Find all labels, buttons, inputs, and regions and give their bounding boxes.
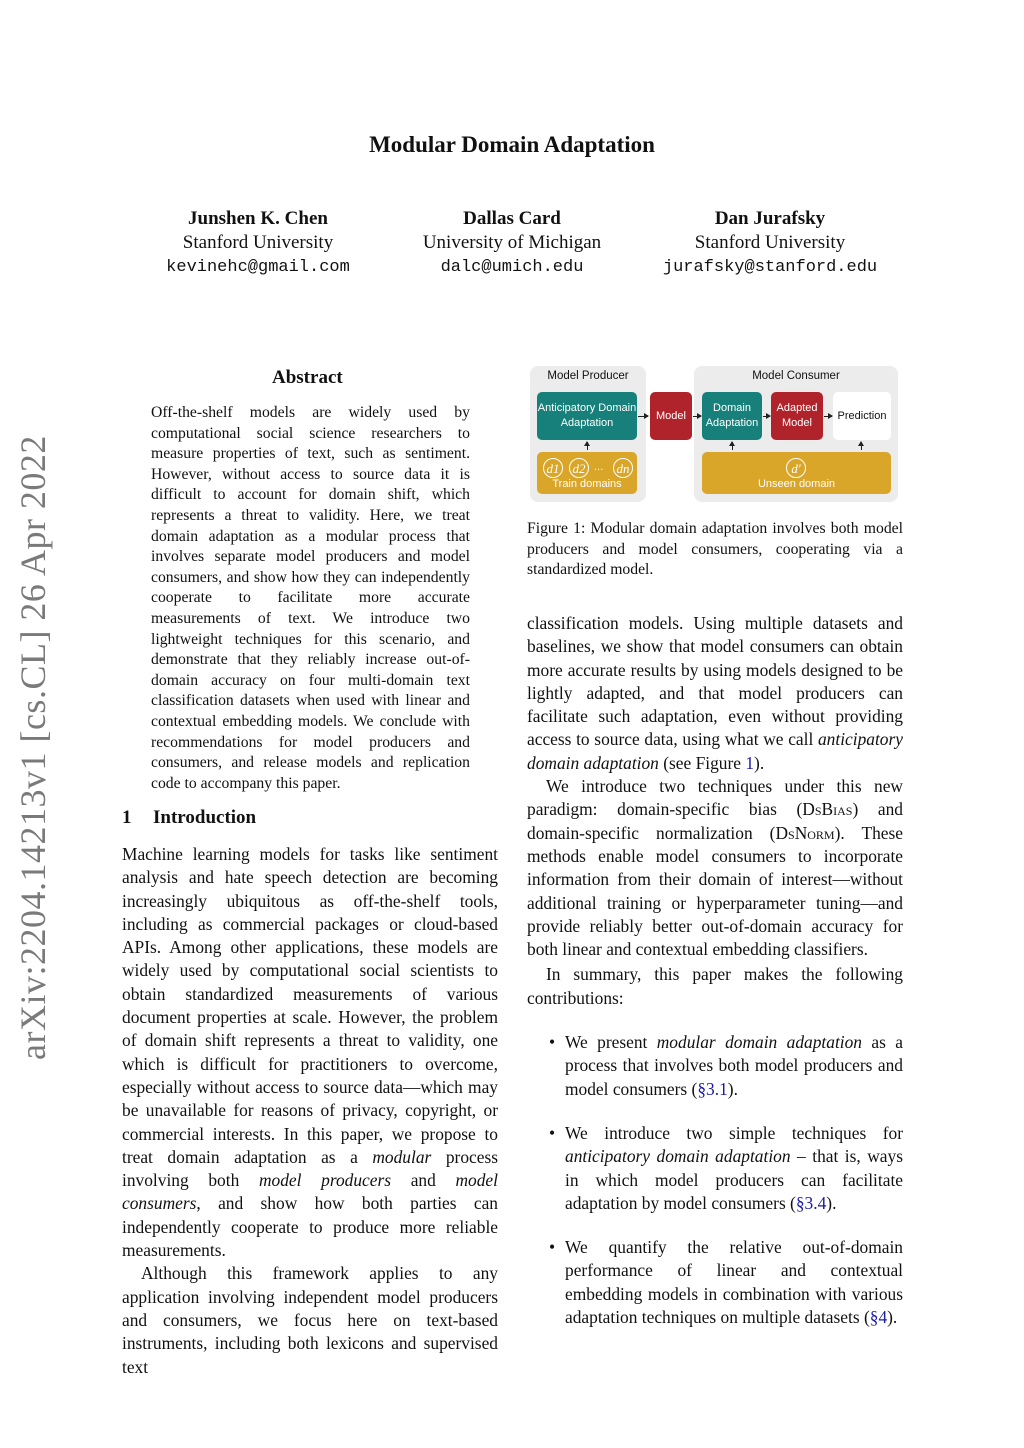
author-email: kevinehc@gmail.com: [166, 258, 350, 277]
arrow: [638, 416, 648, 417]
adapted-model-box: Adapted Model: [771, 392, 823, 440]
figure-link[interactable]: 1: [745, 752, 755, 773]
domain-d2: d2: [569, 458, 589, 478]
author-name: Dallas Card: [463, 208, 561, 229]
domain-d1: d1: [543, 458, 563, 478]
author-name: Junshen K. Chen: [188, 208, 328, 229]
abstract-heading: Abstract: [272, 367, 343, 388]
list-item: • We quantify the relative out-of-domain performance of linear and contextual embedding models in combination with various adaptation techniques on multiple datasets (§4).: [549, 1237, 903, 1328]
figure-caption: Figure 1: Modular domain adaptation involves both model producers and model consumers, cooperating via a standardized model.: [527, 520, 903, 579]
domain-dn: dn: [613, 458, 633, 478]
section-link[interactable]: §3.4: [795, 1192, 827, 1213]
section-link[interactable]: §3.1: [697, 1078, 728, 1099]
consumer-label: Model Consumer: [752, 370, 840, 382]
arxiv-stamp: arXiv:2204.14213v1 [cs.CL] 26 Apr 2022: [13, 435, 53, 1060]
section-number: 1: [122, 807, 132, 828]
arrow: [693, 416, 701, 417]
author-affiliation: Stanford University: [182, 232, 334, 253]
list-item: • We introduce two simple techniques for anticipatory domain adaptation – that is, ways in which model producers can facilitate adaptation by model consumers (§3.4).: [549, 1122, 903, 1213]
contribution-list: [527, 1031, 903, 1329]
right-column: [527, 612, 903, 1329]
author-email: dalc@umich.edu: [440, 258, 584, 277]
section-heading: [122, 807, 256, 829]
author-3: [640, 207, 900, 281]
arrow: [861, 442, 862, 450]
intro-paragraph-2: Although this framework applies to any application involving independent model producers and consumers, we focus here on text-based instruments, including both lexicons and supervised text: [122, 1263, 498, 1377]
unseen-domain-label: Unseen domain: [757, 478, 836, 490]
intro-paragraph-1: Machine learning models for tasks like sentiment analysis and hate speech detection are becoming increasingly ubiquitous as off-the-shelf tools, including as commercial packages or cloud-based APIs. Among other applications, these models are widely used by computational social scientists to obtain standardized measurements of various document properties at scale. However, the problem of domain shift represents a threat to validity, one which is difficult for practitioners to overcome, especially without access to source data—which may be unavailable for reasons of privacy, copyright, or commercial interests. In this paper, we propose to treat domain adaptation as a modular process involving both model producers and model consumers, and show how both parties can independently cooperate to produce more reliable measurements.: [122, 844, 498, 1261]
left-column: [122, 843, 498, 1379]
arrow: [587, 442, 588, 450]
producer-label: Model Producer: [547, 370, 629, 382]
arrow: [732, 442, 733, 450]
arrow: [763, 416, 770, 417]
prediction-box: Prediction: [833, 392, 891, 440]
intro-paragraph-3: We introduce two techniques under this new paradigm: domain-specific bias (DsBias) and domain-specific normalization (DsNorm). These methods enable model consumers to incorporate information from their domain of interest—without additional training or hyperparameter tuning—and provide reliably better out-of-domain accuracy for both linear and contextual embedding classifiers.: [527, 776, 903, 960]
abstract-text: Off-the-shelf models are widely used by computational social science researchers to measure properties of text, such as sentiment. However, without access to source data it is difficult to account for domain shift, which represents a threat to validity. Here, we treat domain adaptation as a modular process that involves separate model producers and model consumers, and show how they can independently cooperate to facilitate more accurate measurements of text. We introduce two lightweight techniques for this scenario, and demonstrate that they reliably increase out-of-domain accuracy on four multi-domain text classification datasets when used with linear and contextual embedding models. We conclude with recommendations for model producers and consumers, and release models and replication code to accompany this paper.: [151, 404, 470, 792]
paper-title: Modular Domain Adaptation: [369, 132, 655, 157]
author-name: Dan Jurafsky: [714, 208, 826, 229]
anticipatory-box: Anticipatory Domain Adaptation: [537, 392, 637, 440]
author-affiliation: University of Michigan: [422, 232, 602, 253]
intro-paragraph-2-cont: classification models. Using multiple datasets and baselines, we show that model consumers can obtain more accurate results by using models designed to be lightly adapted, and that model producers can facilitate such adaptation, even without providing access to source data, using what we call anticipatory domain adaptation (see Figure 1).: [527, 613, 903, 773]
author-1: [128, 207, 388, 281]
intro-paragraph-4: In summary, this paper makes the following contributions:: [527, 964, 903, 1008]
domain-d-prime: d′: [786, 458, 806, 478]
author-2: [382, 207, 642, 281]
arrow: [824, 416, 832, 417]
figure-1: [530, 366, 900, 504]
author-affiliation: Stanford University: [694, 232, 846, 253]
model-box: Model: [650, 392, 692, 440]
train-domains-label: Train domains: [552, 478, 622, 490]
section-link[interactable]: §4: [869, 1307, 888, 1328]
domain-adaptation-box: Domain Adaptation: [702, 392, 762, 440]
author-email: jurafsky@stanford.edu: [662, 258, 878, 277]
domain-ellipsis: ...: [594, 461, 604, 473]
section-title: Introduction: [153, 807, 257, 828]
list-item: • We present modular domain adaptation as a process that involves both model producers and model consumers (§3.1).: [549, 1032, 904, 1099]
